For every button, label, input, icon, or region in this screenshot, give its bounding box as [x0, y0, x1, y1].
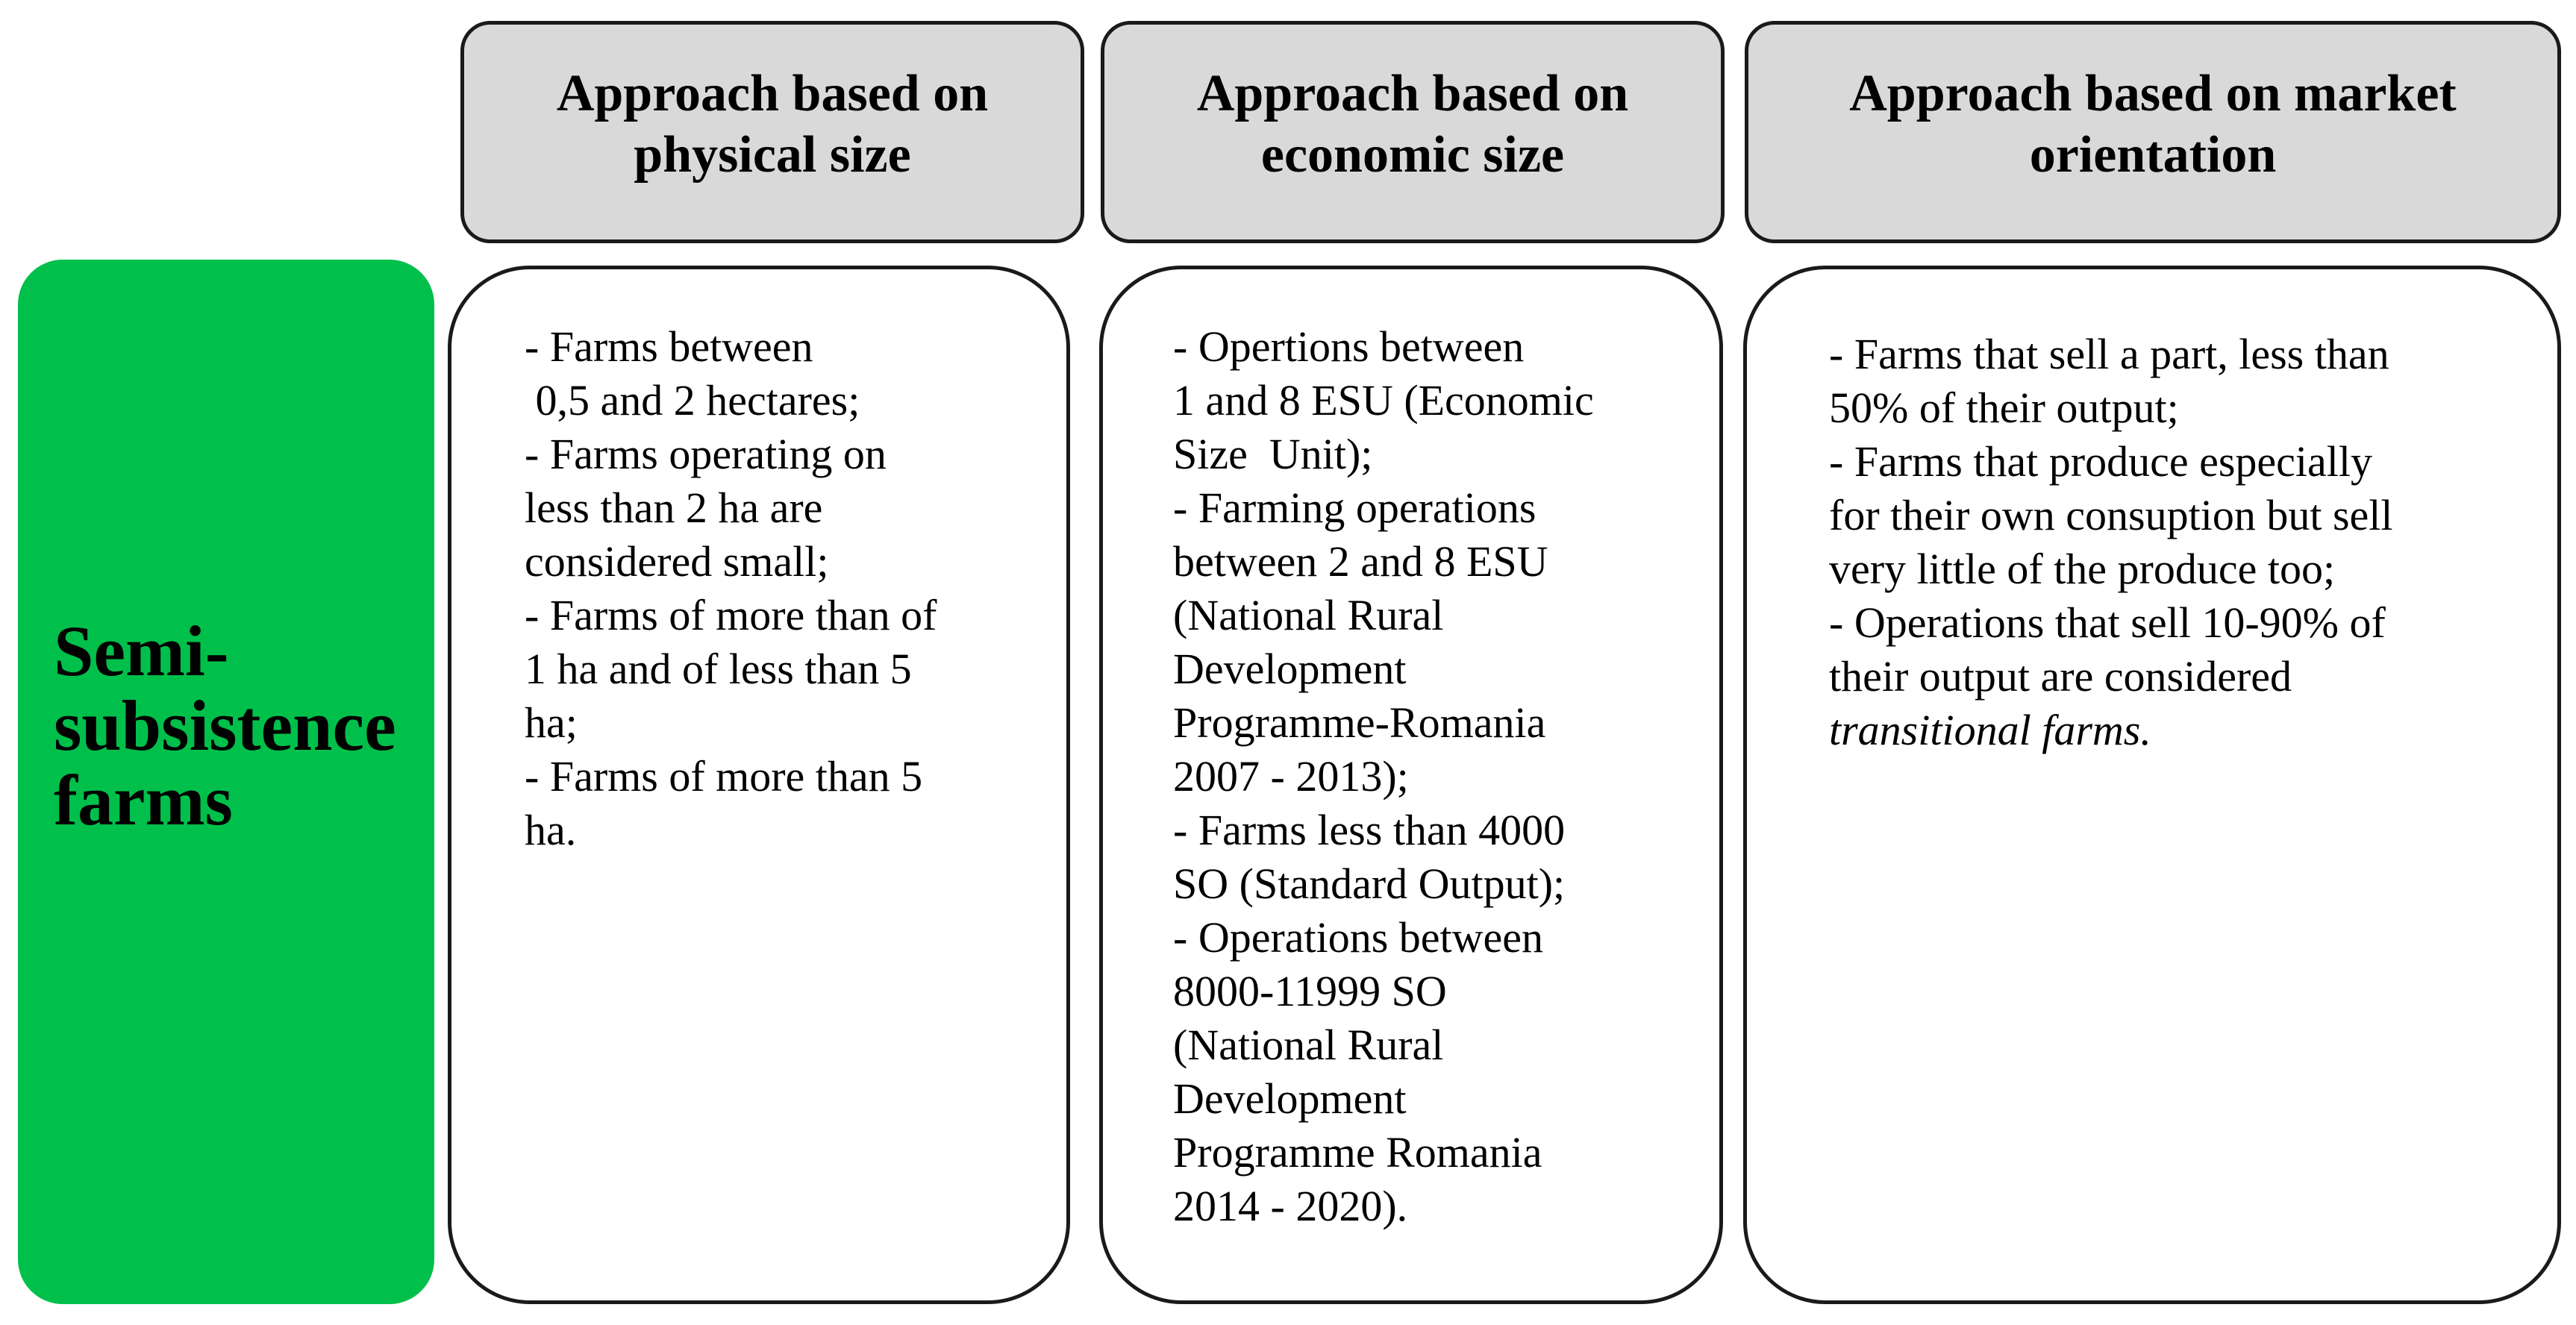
economic-line: 2007 - 2013);	[1173, 752, 1409, 801]
economic-line: 8000-11999 SO	[1173, 967, 1447, 1015]
physical-line: 0,5 and 2 hectares;	[525, 376, 860, 425]
economic-line: (National Rural	[1173, 591, 1444, 639]
header-physical-size-label: Approach based on physical size	[556, 65, 989, 184]
market-line: 50% of their output;	[1829, 383, 2179, 432]
market-line: - Farms that sell a part, less than	[1829, 330, 2389, 378]
economic-line: 1 and 8 ESU (Economic	[1173, 376, 1594, 425]
header-economic-size	[1101, 21, 1725, 243]
header-market-orientation	[1745, 21, 2561, 243]
header-economic-size-label: Approach based on economic size	[1196, 65, 1629, 184]
physical-line: - Farms between	[525, 322, 813, 371]
economic-line: Development	[1173, 645, 1407, 693]
economic-line: (National Rural	[1173, 1021, 1444, 1069]
header-market-orientation-label: Approach based on market orientation	[1849, 65, 2457, 184]
physical-line: ha.	[525, 806, 577, 854]
economic-line: 2014 - 2020).	[1173, 1182, 1408, 1230]
economic-line: - Opertions between	[1173, 322, 1525, 371]
physical-line: less than 2 ha are	[525, 483, 823, 532]
economic-line: Size Unit);	[1173, 430, 1373, 478]
row-label: Semi- subsistence farms	[54, 611, 396, 840]
economic-line: SO (Standard Output);	[1173, 859, 1566, 908]
physical-line: considered small;	[525, 537, 829, 586]
economic-line: - Operations between	[1173, 913, 1544, 962]
economic-line: Programme Romania	[1173, 1128, 1542, 1177]
market-line: for their own consuption but sell	[1829, 491, 2393, 539]
economic-line: Development	[1173, 1074, 1407, 1123]
market-line: very little of the produce too;	[1829, 545, 2336, 593]
economic-line: Programme-Romania	[1173, 698, 1546, 747]
physical-size-box	[448, 266, 1070, 1304]
market-line-italic: transitional farms.	[1829, 706, 2151, 754]
economic-line: between 2 and 8 ESU	[1173, 537, 1548, 586]
economic-line: - Farming operations	[1173, 483, 1536, 532]
market-line: - Farms that produce especially	[1829, 437, 2372, 486]
economic-line: - Farms less than 4000	[1173, 806, 1566, 854]
market-line: their output are considered	[1829, 652, 2292, 701]
physical-line: - Farms of more than 5	[525, 752, 923, 801]
row-label-box	[18, 260, 434, 1304]
header-physical-size	[460, 21, 1084, 243]
physical-line: ha;	[525, 698, 578, 747]
physical-line: - Farms operating on	[525, 430, 887, 478]
market-line: - Operations that sell 10-90% of	[1829, 598, 2386, 647]
economic-size-box	[1099, 266, 1723, 1304]
physical-line: 1 ha and of less than 5	[525, 645, 912, 693]
market-orientation-box	[1743, 266, 2561, 1304]
physical-line: - Farms of more than of	[525, 591, 937, 639]
